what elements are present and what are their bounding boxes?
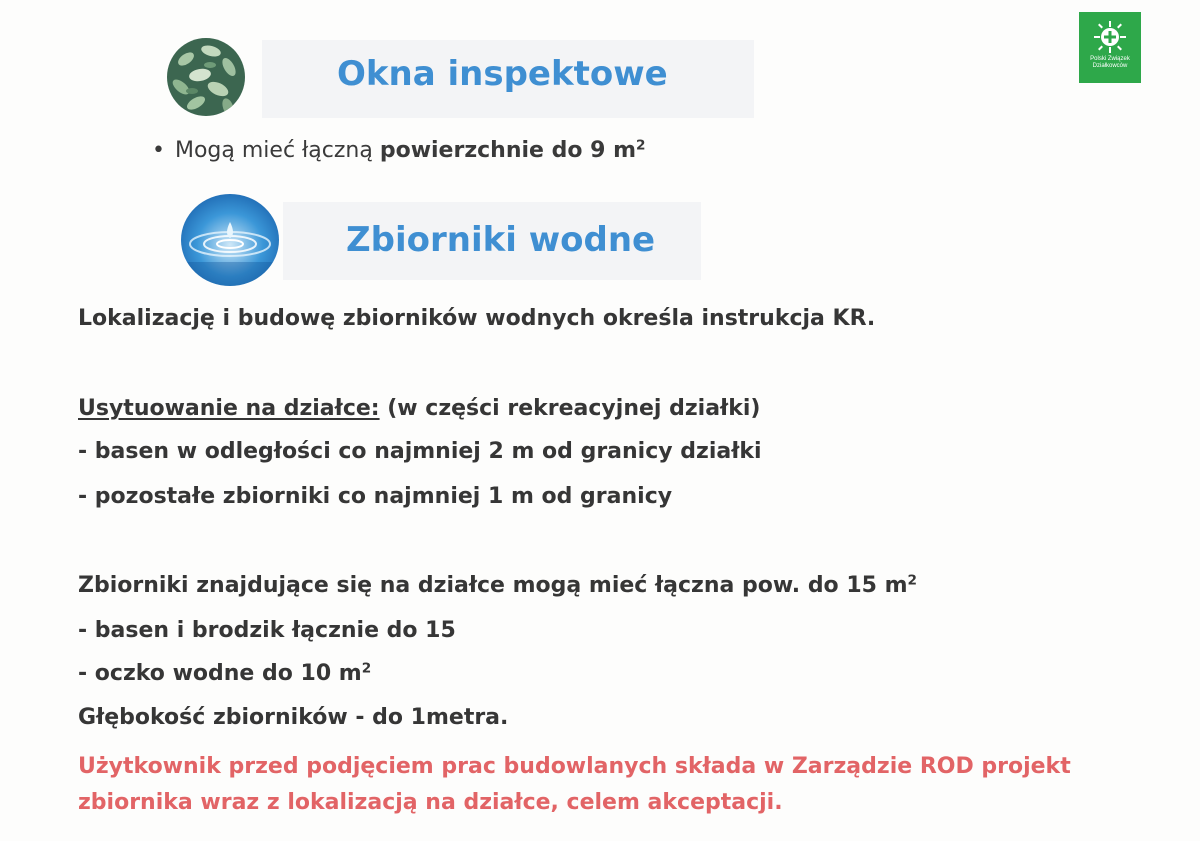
area-limit-text: Zbiorniki znajdujące się na działce mogą mieć łączna pow. do 15 m	[78, 573, 908, 598]
section2-title: Zbiorniki wodne	[346, 220, 656, 260]
placement-heading	[78, 396, 760, 421]
water-drop-icon	[180, 192, 280, 288]
placement-item-other: - pozostałe zbiorniki co najmniej 1 m od granicy	[78, 484, 673, 509]
pool-limit-line: - basen i brodzik łącznie do 15	[78, 618, 456, 643]
pond-limit-superscript: 2	[361, 660, 372, 677]
logo-emblem-icon	[1093, 20, 1127, 54]
bullet-dot: •	[152, 138, 165, 163]
placement-note: (w części rekreacyjnej działki)	[379, 396, 761, 421]
bullet-superscript: 2	[636, 137, 646, 154]
notice-line-2: zbiornika wraz z lokalizacją na działce, celem akceptacji.	[78, 790, 783, 815]
pond-limit-line	[78, 661, 371, 686]
bullet-regular-text: Mogą mieć łączną	[174, 138, 380, 163]
area-limit-superscript: 2	[907, 572, 918, 589]
placement-item-pool: - basen w odległości co najmniej 2 m od granicy działki	[78, 439, 762, 464]
succulent-plant-icon	[166, 37, 246, 117]
bullet-bold-text: powierzchnie do 9 m	[379, 138, 637, 163]
bullet-item	[152, 138, 646, 163]
regulation-line: Lokalizację i budowę zbiorników wodnych określa instrukcja KR.	[78, 306, 876, 331]
section1-title: Okna inspektowe	[337, 54, 668, 94]
pzd-logo	[1079, 12, 1141, 83]
area-limit-line	[78, 573, 917, 598]
pond-limit-text: - oczko wodne do 10 m	[78, 661, 362, 686]
logo-caption	[1082, 56, 1138, 70]
depth-limit-line: Głębokość zbiorników - do 1metra.	[78, 705, 509, 730]
logo-line-1: Polski Związek	[1090, 56, 1130, 62]
logo-line-2: Działkowców	[1092, 63, 1128, 69]
notice-line-1: Użytkownik przed podjęciem prac budowlanych składa w Zarządzie ROD projekt	[78, 754, 1071, 779]
placement-label: Usytuowanie na działce:	[78, 396, 380, 421]
